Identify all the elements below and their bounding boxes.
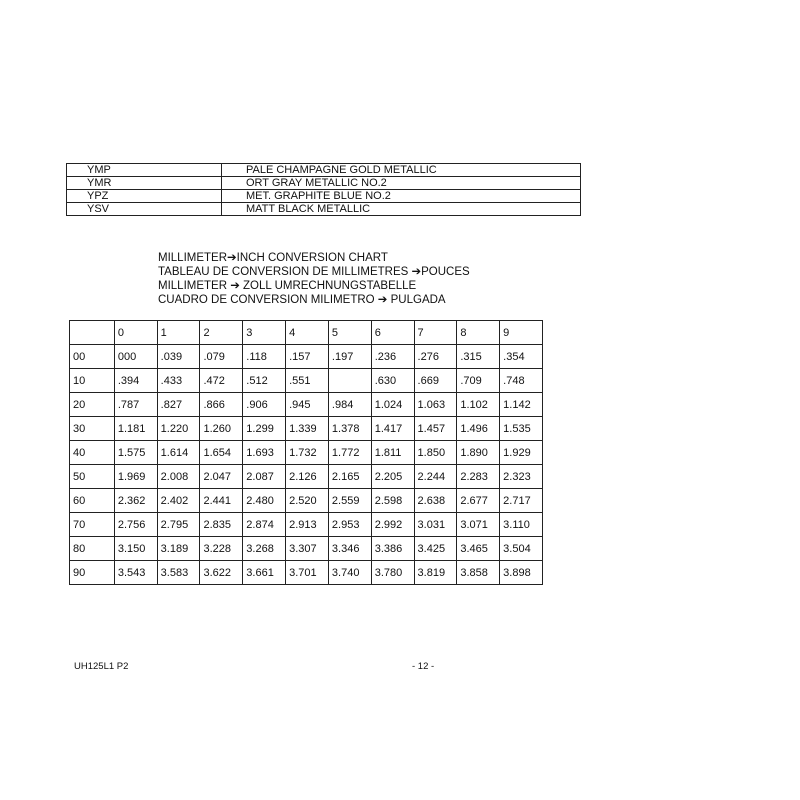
heading-line-french: TABLEAU DE CONVERSION DE MILLIMETRES ➔POUCES [158,266,470,278]
table-cell: .472 [200,369,243,393]
table-cell: .906 [243,393,286,417]
color-name: MET. GRAPHITE BLUE NO.2 [222,190,581,203]
table-row [70,489,543,513]
table-cell: 3.622 [200,561,243,585]
table-header-row [70,321,543,345]
table-cell: 1.102 [457,393,500,417]
table-row [67,203,581,216]
table-row [70,345,543,369]
table-cell: 2.756 [114,513,157,537]
table-cell: 1.811 [371,441,414,465]
table-cell: 3.346 [328,537,371,561]
table-cell: .748 [500,369,543,393]
table-cell: 2.677 [457,489,500,513]
table-cell: 2.520 [286,489,329,513]
table-cell: 3.110 [500,513,543,537]
table-cell: 1.063 [414,393,457,417]
table-cell: 2.717 [500,489,543,513]
table-cell: .118 [243,345,286,369]
table-cell: 3.465 [457,537,500,561]
table-cell: 2.165 [328,465,371,489]
table-row [67,190,581,203]
table-cell: .512 [243,369,286,393]
table-cell: 1.457 [414,417,457,441]
color-code: YMP [67,164,222,177]
table-cell: 2.795 [157,513,200,537]
row-header: 90 [70,561,115,585]
table-cell: 3.504 [500,537,543,561]
table-cell: 1.929 [500,441,543,465]
table-cell: 1.142 [500,393,543,417]
table-row [70,513,543,537]
table-cell: 3.858 [457,561,500,585]
table-cell: .197 [328,345,371,369]
table-cell: 2.205 [371,465,414,489]
table-cell: 1.299 [243,417,286,441]
table-cell: .630 [371,369,414,393]
column-header: 9 [500,321,543,345]
table-cell: 3.268 [243,537,286,561]
table-cell: 2.913 [286,513,329,537]
table-cell: .984 [328,393,371,417]
table-row [70,393,543,417]
table-cell: 1.220 [157,417,200,441]
document-code: UH125L1 P2 [74,661,129,672]
table-cell: .827 [157,393,200,417]
table-cell: 3.898 [500,561,543,585]
table-cell: 1.496 [457,417,500,441]
column-header: 4 [286,321,329,345]
table-cell: .079 [200,345,243,369]
column-header: 0 [114,321,157,345]
table-cell: 1.024 [371,393,414,417]
table-cell: 1.969 [114,465,157,489]
table-cell: 2.008 [157,465,200,489]
column-header: 3 [243,321,286,345]
table-cell: 1.339 [286,417,329,441]
table-cell: .669 [414,369,457,393]
table-cell: 3.583 [157,561,200,585]
table-cell: 2.638 [414,489,457,513]
table-cell: 2.323 [500,465,543,489]
table-row [70,537,543,561]
table-cell: 1.732 [286,441,329,465]
table-cell: .551 [286,369,329,393]
table-cell: 1.378 [328,417,371,441]
row-header: 80 [70,537,115,561]
table-cell: .866 [200,393,243,417]
table-row [70,369,543,393]
color-code: YSV [67,203,222,216]
table-cell: .039 [157,345,200,369]
table-cell: 2.992 [371,513,414,537]
table-cell: 2.598 [371,489,414,513]
table-cell: 3.031 [414,513,457,537]
column-header: 7 [414,321,457,345]
table-cell: 3.543 [114,561,157,585]
heading-line-spanish: CUADRO DE CONVERSION MILIMETRO ➔ PULGADA [158,294,446,306]
table-cell: 3.189 [157,537,200,561]
table-cell: .394 [114,369,157,393]
table-row [70,441,543,465]
color-name: PALE CHAMPAGNE GOLD METALLIC [222,164,581,177]
table-cell: 1.850 [414,441,457,465]
table-cell: 2.047 [200,465,243,489]
table-cell: 1.693 [243,441,286,465]
row-header: 20 [70,393,115,417]
table-cell: 3.701 [286,561,329,585]
table-cell: 000 [114,345,157,369]
row-header: 50 [70,465,115,489]
table-row [67,177,581,190]
row-header: 10 [70,369,115,393]
table-row [70,465,543,489]
table-cell: 3.819 [414,561,457,585]
table-cell: 1.181 [114,417,157,441]
table-cell: 2.362 [114,489,157,513]
color-name: MATT BLACK METALLIC [222,203,581,216]
table-cell: 1.260 [200,417,243,441]
column-header: 6 [371,321,414,345]
table-cell: 2.953 [328,513,371,537]
table-cell: 1.614 [157,441,200,465]
table-cell: 3.425 [414,537,457,561]
table-cell: 3.661 [243,561,286,585]
table-cell: 2.244 [414,465,457,489]
table-cell: .276 [414,345,457,369]
table-cell: 1.575 [114,441,157,465]
table-cell: 2.559 [328,489,371,513]
table-cell: .787 [114,393,157,417]
row-header: 30 [70,417,115,441]
color-code: YMR [67,177,222,190]
color-code: YPZ [67,190,222,203]
table-cell: 1.535 [500,417,543,441]
column-header: 2 [200,321,243,345]
table-cell: 2.874 [243,513,286,537]
table-cell [328,369,371,393]
table-cell: 2.441 [200,489,243,513]
page-number: - 12 - [412,661,435,672]
table-cell: 3.780 [371,561,414,585]
color-code-table [66,163,581,216]
table-cell: 1.772 [328,441,371,465]
table-cell: 1.654 [200,441,243,465]
table-cell: 3.071 [457,513,500,537]
table-cell: 3.740 [328,561,371,585]
mm-inch-conversion-table [69,320,543,585]
table-cell: 2.835 [200,513,243,537]
table-cell: 3.228 [200,537,243,561]
table-cell: 2.402 [157,489,200,513]
row-header: 40 [70,441,115,465]
table-cell: 2.087 [243,465,286,489]
table-cell: .236 [371,345,414,369]
table-cell: .157 [286,345,329,369]
row-header: 60 [70,489,115,513]
table-cell: 2.126 [286,465,329,489]
column-header: 8 [457,321,500,345]
table-cell: .354 [500,345,543,369]
conversion-chart-heading [158,251,470,307]
heading-line-english: MILLIMETER➔INCH CONVERSION CHART [158,252,388,264]
table-cell: .945 [286,393,329,417]
table-cell: .709 [457,369,500,393]
table-row [67,164,581,177]
row-header: 00 [70,345,115,369]
table-cell: .315 [457,345,500,369]
table-cell: 1.890 [457,441,500,465]
corner-cell [70,321,115,345]
column-header: 1 [157,321,200,345]
table-cell: 2.283 [457,465,500,489]
table-cell: .433 [157,369,200,393]
table-cell: 1.417 [371,417,414,441]
column-header: 5 [328,321,371,345]
table-cell: 3.150 [114,537,157,561]
table-row [70,417,543,441]
table-cell: 3.307 [286,537,329,561]
table-row [70,561,543,585]
table-cell: 3.386 [371,537,414,561]
heading-line-german: MILLIMETER ➔ ZOLL UMRECHNUNGSTABELLE [158,280,417,292]
row-header: 70 [70,513,115,537]
table-cell: 2.480 [243,489,286,513]
color-name: ORT GRAY METALLIC NO.2 [222,177,581,190]
